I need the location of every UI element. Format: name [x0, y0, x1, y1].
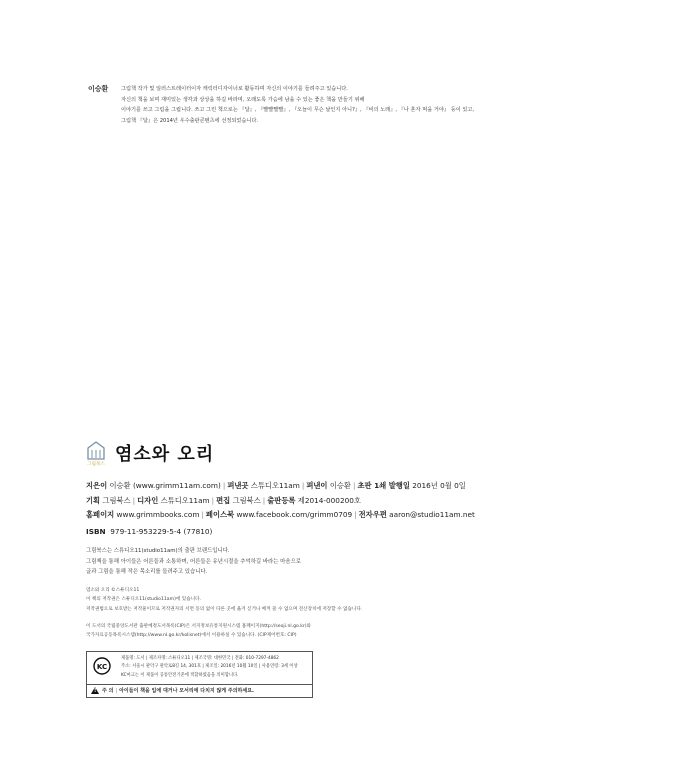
author-label: 이승환: [88, 85, 109, 93]
copyright-line: 염소와 오리 ©스튜디오11: [86, 588, 140, 593]
writer-label: 지은이: [86, 481, 108, 490]
edit-value: 그림북스: [232, 495, 261, 505]
edit-label: 편집: [216, 495, 231, 505]
publisher-place-label: 펴낸곳: [227, 481, 249, 490]
kc-info-line: KC마크는 이 제품이 공통안전기준에 적합하였음을 의미합니다.: [121, 672, 239, 678]
warning-icon: [91, 687, 99, 694]
kc-safety-box: [86, 651, 313, 698]
credits-row-3: 홈페이지 www.grimmbooks.com | 페이스북 www.facebook.com/grimm0709 | 전자우편 aaron@studio11am.net: [86, 510, 475, 519]
writer-value: 이승환 (www.grimm11am.com): [109, 481, 221, 490]
facebook-link[interactable]: www.facebook.com/grimm0709: [236, 510, 353, 519]
title-row: [86, 440, 214, 466]
copyright-line: 이 책의 저작권은 스튜디오11(studio11am)에 있습니다.: [86, 597, 201, 603]
first-print-value: 2016년 0월 0일: [412, 481, 466, 490]
author-bio-line: 자신의 책을 보며 재미있는 생각과 상상을 하길 바라며, 오래도록 가슴에 남을 수 있는 좋은 책을 만들기 위해: [121, 96, 365, 103]
author-bio: [121, 84, 521, 126]
publisher-logo-caption: 그림북스: [87, 462, 105, 466]
author-bio-line: 그림책 작가 및 일러스트레이터이자 캐릭터디자이너로 활동하며 자신의 이야기를 들려주고 있습니다.: [121, 86, 348, 92]
email-label: 전자우편: [358, 510, 387, 519]
book-title: 염소와 오리: [115, 444, 215, 465]
kc-info-line: 제품명: 도서 | 제조자명: 스튜디오11 | 제조국명: 대한민국 | 전화: 010-7297-4862: [121, 656, 279, 661]
warning-text: 아이들이 책을 입에 대거나 모서리에 다치지 않게 주의하세요.: [119, 688, 254, 694]
kc-info-line: 주소: 서울시 관악구 관악로8길 14, 301호 | 제조일: 2016년 10월 10일 | 사용연령: 3세 이상: [121, 664, 298, 670]
isbn: [86, 527, 212, 536]
planning-value: 그림북스: [102, 495, 131, 505]
copyright-line: 저작권법으로 보호받는 저작물이므로 저작권자의 서면 동의 없이 다른 곳에 옮겨 싣거나 베껴 쓸 수 없으며 전산장치에 저장할 수 없습니다.: [86, 606, 363, 612]
homepage-label: 홈페이지: [86, 510, 115, 519]
publisher-logo-icon: [86, 440, 106, 466]
author-bio-line: 이야기를 쓰고 그림을 그립니다. 쓰고 그린 책으로는 『달』, 『빨빨빨빨』, 『오늘이 무슨 날인지 아니?』, 『비의 노래』, 『나 혼자 먹을 거야』 등이 있고,: [121, 107, 475, 113]
publisher-value: 이승환: [329, 481, 351, 490]
credits: [86, 479, 475, 523]
copyright-notice: [86, 586, 362, 614]
kc-divider: [87, 684, 312, 685]
publisher-desc-line: 그림북스는 스튜디오11(studio11am)의 출판 브랜드입니다.: [86, 548, 230, 554]
registration-label: 출판등록: [267, 495, 296, 505]
first-print-label: 초판 1쇄 발행일: [357, 481, 410, 490]
cip-line: 국가자료공동목록시스템(http://www.nl.go.kr/kolisnet)에서 이용하실 수 있습니다. (CIP제어번호: CIP): [86, 633, 297, 639]
isbn-label: ISBN: [86, 527, 106, 536]
publisher-label: 펴낸이: [306, 481, 328, 490]
email-link[interactable]: aaron@studio11am.net: [389, 510, 475, 519]
author-bio-line: 그림책 『달』은 2014년 우수출판콘텐츠에 선정되었습니다.: [121, 117, 259, 124]
svg-text:KC: KC: [96, 663, 108, 671]
credits-row-1: 지은이 이승환 (www.grimm11am.com) | 펴낸곳 스튜디오11am | 펴낸이 이승환 | 초판 1쇄 발행일 2016년 0월 0일: [86, 481, 466, 490]
homepage-link[interactable]: www.grimmbooks.com: [116, 510, 200, 519]
isbn-value: 979-11-953229-5-4 (77810): [110, 527, 213, 536]
design-value: 스튜디오11am: [160, 495, 210, 505]
registration-value: 제2014-000200호: [297, 495, 361, 505]
cip-notice: [86, 622, 311, 641]
warning-label: 주 의: [102, 688, 114, 694]
design-label: 디자인: [137, 495, 159, 505]
publisher-desc-line: 글과 그림을 통해 작은 목소리를 들려주고 있습니다.: [86, 569, 208, 575]
kc-info: [121, 655, 298, 680]
kc-mark-icon: [93, 657, 111, 675]
publisher-desc-line: 그림책을 통해 아이들은 어른들과 소통하며, 어른들은 유년시절을 추억하길 바라는 마음으로: [86, 558, 302, 565]
credits-row-2: 기획 그림북스 | 디자인 스튜디오11am | 편집 그림북스 | 출판등록 제2014-000200호: [86, 495, 361, 505]
publisher-place-value: 스튜디오11am: [250, 481, 300, 490]
facebook-label: 페이스북: [205, 510, 235, 519]
cip-line: 이 도서의 국립중앙도서관 출판예정도서목록(CIP)은 서지정보유통지원시스템 홈페이지(http://seoji.nl.go.kr)와: [86, 624, 311, 629]
kc-warning: ! 주 의 | 아이들이 책을 입에 대거나 모서리에 다치지 않게 주의하세요.: [91, 687, 254, 694]
publisher-description: [86, 546, 301, 578]
planning-label: 기획: [86, 495, 101, 505]
